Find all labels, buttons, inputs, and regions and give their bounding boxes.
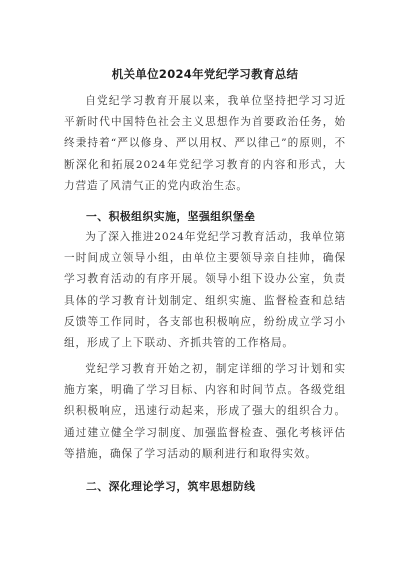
section-1-paragraph-1: 为了深入推进2024年党纪学习教育活动，我单位第一时间成立领导小组，由单位主要领导亲自挂帅，确保学习教育活动的有序开展。领导小组下设办公室，负责具体的学习教育计划制定、组织实施、监督检查和总结反馈等工作同时，各支部也积极响应，纷纷成立学习小组，形成了上下联动、齐抓共管的工作格局。: [64, 231, 346, 350]
intro-paragraph: 自党纪学习教育开展以来，我单位坚持把学习习近平新时代中国特色社会主义思想作为首要政治任务，始终秉持着“严以修身、严以用权、严以律己”的原则，不断深化和拓展2024年党纪学习教育的内容和形式，大力营造了风清气正的党内政治生态。: [64, 95, 346, 192]
section-heading-1: 一、积极组织实施，坚强组织堡垒: [86, 210, 256, 223]
document-title: 机关单位2024年党纪学习教育总结: [111, 67, 299, 81]
section-1-paragraph-2: 党纪学习教育开始之初，制定详细的学习计划和实施方案，明确了学习目标、内容和时间节点。各级党组织积极响应，迅速行动起来，形成了强大的组织合力。通过建立健全学习制度、加强监督检查、强化考核评估等措施，确保了学习活动的顺利进行和取得实效。: [64, 363, 346, 460]
section-heading-2: 二、深化理论学习，筑牢思想防线: [86, 480, 256, 493]
